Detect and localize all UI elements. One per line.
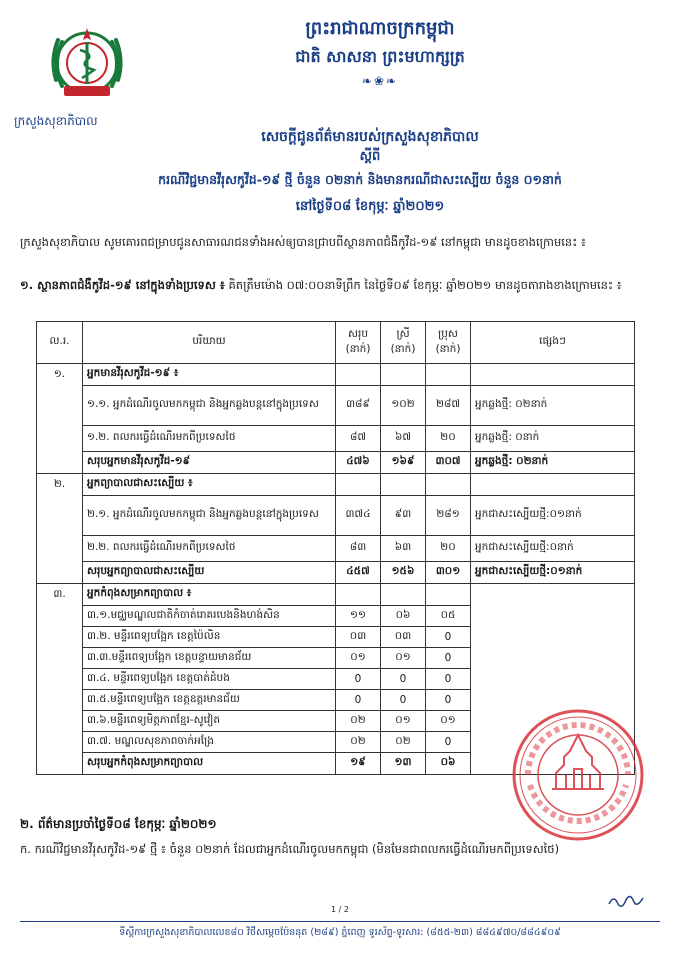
row-female: ០៣ [381, 627, 426, 648]
page-number: 1 / 2 [331, 905, 349, 914]
intro-paragraph: ក្រសួងសុខាភិបាល សូមគោរពជម្រាបជូនសាធារណជនទាំងអស់ឲ្យបានជ្រាបពីស្ថានភាពជំងឺកូវីដ-១៩ នៅកម្ពុជា មានដូចខាងក្រោមនេះ ៖ [20, 235, 586, 249]
row-female: ០២ [381, 732, 426, 753]
row-note: អ្នកឆ្លងថ្មី: ០នាក់ [471, 426, 635, 452]
group-heading: អ្នកព្យាបាលជាសះស្បើយ ៖ [83, 474, 336, 496]
row-note: អ្នកឆ្លងថ្មី: ០២នាក់ [471, 386, 635, 426]
section-1-text: គិតត្រឹមម៉ោង ០៧:០០នាទីព្រឹក នៃថ្ងៃទី០៩ ខែកុម្ភៈ ឆ្នាំ២០២១ មានដូចតារាងខាងក្រោមនេះ ៖ [224, 278, 622, 292]
press-release-title: សេចក្តីជូនព័ត៌មានរបស់ក្រសួងសុខាភិបាល [261, 129, 479, 145]
row-male: ២០ [426, 426, 471, 452]
row-desc: ៣.៦.មន្ទីរពេទ្យមិត្តភាពខ្មែរ-សូវៀត [83, 711, 336, 732]
ministry-label: ក្រសួងសុខាភិបាល [14, 114, 98, 128]
col-header-desc: បរិយាយ [83, 322, 336, 364]
col-header-total: សរុប (នាក់) [336, 322, 381, 364]
kingdom-title: ព្រះរាជាណាចក្រកម្ពុជា [305, 18, 455, 39]
total-total: ១៩ [336, 753, 381, 775]
table-row [37, 364, 635, 386]
row-male: 0 [426, 732, 471, 753]
row-total: ៣៧៤ [336, 496, 381, 536]
total-note: អ្នកឆ្លងថ្មី: ០២នាក់ [471, 452, 635, 474]
row-female: ១០២ [381, 386, 426, 426]
col-header-female: ស្រី (នាក់) [381, 322, 426, 364]
section-1-heading: ១. ស្ថានភាពជំងឺកូវីដ-១៩ នៅក្នុងទាំងប្រទេស ៖ [20, 278, 225, 292]
total-female: ១៦៩ [381, 452, 426, 474]
row-total: ៨៧ [336, 426, 381, 452]
total-total: ៤៥៧ [336, 562, 381, 584]
footer-divider [20, 921, 660, 922]
row-female: 0 [381, 690, 426, 711]
row-total: 0 [336, 669, 381, 690]
row-total: ៣៨៩ [336, 386, 381, 426]
row-female: 0 [381, 669, 426, 690]
row-male: 0 [426, 648, 471, 669]
section-2-text: ក. ករណីវិជ្ជមានវីរុសកូវីដ-១៩ ថ្មី ៖ ចំនួន ០២នាក់ ដែលជាអ្នកដំណើរចូលមកកម្ពុជា (មិនមែនជាពលករធ្វើដំណើរមកពីប្រទេសថៃ) [20, 842, 560, 856]
row-desc: ៣.៥.មន្ទីរពេទ្យបង្អែក ខេត្តឧត្តរមានជ័យ [83, 690, 336, 711]
section-1 [20, 275, 670, 295]
table-row [37, 536, 635, 562]
row-total: 0 [336, 690, 381, 711]
row-desc: ២.១. អ្នកដំណើរចូលមកកម្ពុជា និងអ្នកឆ្លងបន្តនៅក្នុងប្រទេស [83, 496, 336, 536]
total-female: ១៥៦ [381, 562, 426, 584]
total-label: សរុបអ្នកមានវីរុសកូវីដ-១៩ [83, 452, 336, 474]
row-female: ៩៣ [381, 496, 426, 536]
row-note: អ្នកជាសះស្បើយថ្មី:០១នាក់ [471, 496, 635, 536]
total-label: សរុបអ្នកព្យាបាលជាសះស្បើយ [83, 562, 336, 584]
total-male: ៣០១ [426, 562, 471, 584]
row-male: ២៨៧ [426, 386, 471, 426]
group-heading: អ្នកកំពុងសម្រាកព្យាបាល ៖ [83, 584, 336, 606]
press-release-date: នៅថ្ងៃទី០៨ ខែកុម្ភៈ ឆ្នាំ២០២១ [295, 199, 445, 214]
total-male: ០៦ [426, 753, 471, 775]
total-total: ៤៧៦ [336, 452, 381, 474]
row-male: ០១ [426, 711, 471, 732]
row-male: 0 [426, 690, 471, 711]
row-note: អ្នកជាសះស្បើយថ្មី:០នាក់ [471, 536, 635, 562]
press-release-subject-label: ស្តីពី [359, 149, 381, 164]
col-header-male: ប្រុស (នាក់) [426, 322, 471, 364]
row-female: ០១ [381, 648, 426, 669]
row-male: 0 [426, 669, 471, 690]
table-row [37, 584, 635, 606]
table-row [37, 426, 635, 452]
col-header-no: ល.រ. [37, 322, 83, 364]
section-2-heading: ២. ព័ត៌មានប្រចាំថ្ងៃទី០៨ ខែកុម្ភៈ ឆ្នាំ២០២១ [20, 817, 217, 831]
table-total-row [37, 452, 635, 474]
total-note: អ្នកជាសះស្បើយថ្មី:០១នាក់ [471, 562, 635, 584]
row-desc: ៣.១.មជ្ឈមណ្ឌលជាតិកំចាត់រោគរបេងនិងហង់សិន [83, 606, 336, 627]
row-male: 0 [426, 627, 471, 648]
row-female: ៦៧ [381, 426, 426, 452]
row-total: ០៣ [336, 627, 381, 648]
total-male: ៣០៧ [426, 452, 471, 474]
row-male: ០៥ [426, 606, 471, 627]
group-heading: អ្នកមានវីរុសកូវីដ-១៩ ៖ [83, 364, 336, 386]
row-desc: ៣.៣.មន្ទីរពេទ្យបង្អែក ខេត្តបន្ទាយមានជ័យ [83, 648, 336, 669]
group-number: ២. [37, 474, 83, 584]
table-total-row [37, 562, 635, 584]
row-desc: ៣.៤. មន្ទីរពេទ្យបង្អែក ខេត្តបាត់ដំបង [83, 669, 336, 690]
row-total: ០១ [336, 648, 381, 669]
row-female: ៦៣ [381, 536, 426, 562]
row-male: ២០ [426, 536, 471, 562]
group-number: ១. [37, 364, 83, 474]
table-header-row [37, 322, 635, 364]
row-total: ០២ [336, 732, 381, 753]
row-desc: ១.១. អ្នកដំណើរចូលមកកម្ពុជា និងអ្នកឆ្លងបន្តនៅក្នុងប្រទេស [83, 386, 336, 426]
row-desc: ២.២. ពលករធ្វើដំណើរមកពីប្រទេសថៃ [83, 536, 336, 562]
table-row [37, 496, 635, 536]
table-row [37, 386, 635, 426]
row-total: ៨៣ [336, 536, 381, 562]
row-desc: ៣.២. មន្ទីរពេទ្យបង្អែក ខេត្តប៉ៃលិន [83, 627, 336, 648]
row-total: ១១ [336, 606, 381, 627]
row-female: ០៦ [381, 606, 426, 627]
handwritten-signature-icon [606, 890, 646, 912]
row-male: ២៨១ [426, 496, 471, 536]
group-number: ៣. [37, 584, 83, 775]
press-release-subject: ករណីវិជ្ជមានវីរុសកូវីដ-១៩ ថ្មី ចំនួន ០២នាក់ និងមានករណីជាសះស្បើយ ចំនួន ០១នាក់ [158, 172, 562, 187]
col-header-other: ផ្សេងៗ [471, 322, 635, 364]
row-female: ០១ [381, 711, 426, 732]
total-label: សរុបអ្នកកំពុងសម្រាកព្យាបាល [83, 753, 336, 775]
ministry-logo-icon [44, 20, 130, 106]
total-female: ១៣ [381, 753, 426, 775]
row-desc: ១.២. ពលករធ្វើដំណើរមកពីប្រទេសថៃ [83, 426, 336, 452]
footer-address: ទីស្តីការក្រសួងសុខាភិបាលលេខ៨០ វិថីសម្តេចប៉ែននុត (២៨៩) ភ្នំពេញ ទូរស័ព្ទ-ទូរសារ: (៨៥៥-២៣) ៨៨៤៩៧០/៨៨៤៩០៩ [119, 927, 561, 938]
national-motto: ជាតិ សាសនា ព្រះមហាក្សត្រ [295, 47, 465, 66]
row-total: ០២ [336, 711, 381, 732]
ornament: ❧❀❧ [361, 74, 399, 88]
table-row [37, 474, 635, 496]
row-desc: ៣.៧. មណ្ឌលសុខភាពចាក់អង្រែ [83, 732, 336, 753]
